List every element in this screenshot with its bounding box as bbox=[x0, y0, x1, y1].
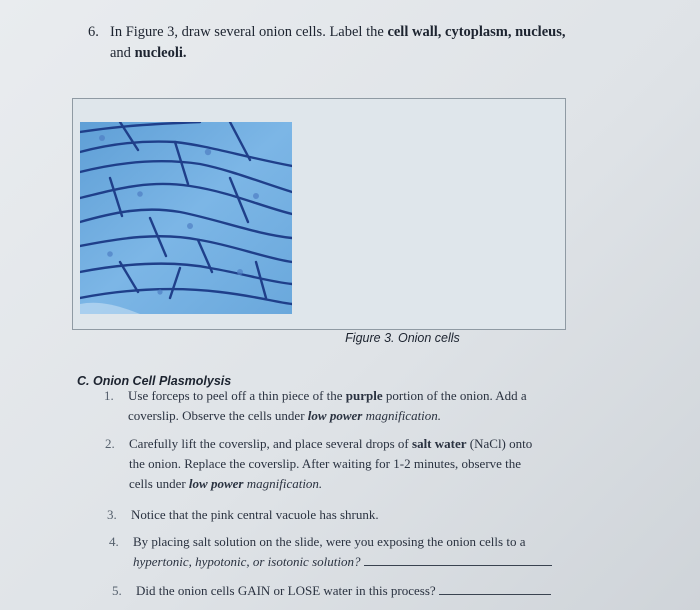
step-4-text: By placing salt solution on the slide, were you exposing the onion cells to a hypertonic, hypotonic, or isotonic solution? bbox=[133, 532, 552, 572]
step-number: 2. bbox=[105, 436, 115, 451]
onion-cell-micrograph bbox=[80, 122, 292, 314]
step-3-text: Notice that the pink central vacuole has shrunk. bbox=[131, 507, 379, 522]
question-6-text: In Figure 3, draw several onion cells. Label the cell wall, cytoplasm, nucleus, and nucleoli. bbox=[110, 24, 566, 61]
answer-blank-4[interactable] bbox=[364, 553, 552, 566]
step-5-text: Did the onion cells GAIN or LOSE water in this process? bbox=[136, 581, 551, 601]
step-1-text: Use forceps to peel off a thin piece of the purple portion of the onion. Add a coverslip. Observe the cells under low power magnification. bbox=[128, 388, 527, 423]
step-2-text: Carefully lift the coverslip, and place several drops of salt water (NaCl) onto the onion. Replace the coverslip. After waiting for 1-2 minutes, observe the cells under low power magnification. bbox=[129, 436, 533, 491]
step-number: 4. bbox=[109, 534, 119, 549]
step-number: 5. bbox=[112, 583, 122, 598]
section-heading: C. Onion Cell Plasmolysis bbox=[77, 374, 232, 388]
answer-blank-5[interactable] bbox=[439, 582, 551, 595]
step-number: 3. bbox=[107, 507, 117, 522]
question-number: 6. bbox=[88, 24, 99, 40]
step-number: 1. bbox=[104, 388, 114, 403]
figure-caption: Figure 3. Onion cells bbox=[345, 331, 460, 345]
